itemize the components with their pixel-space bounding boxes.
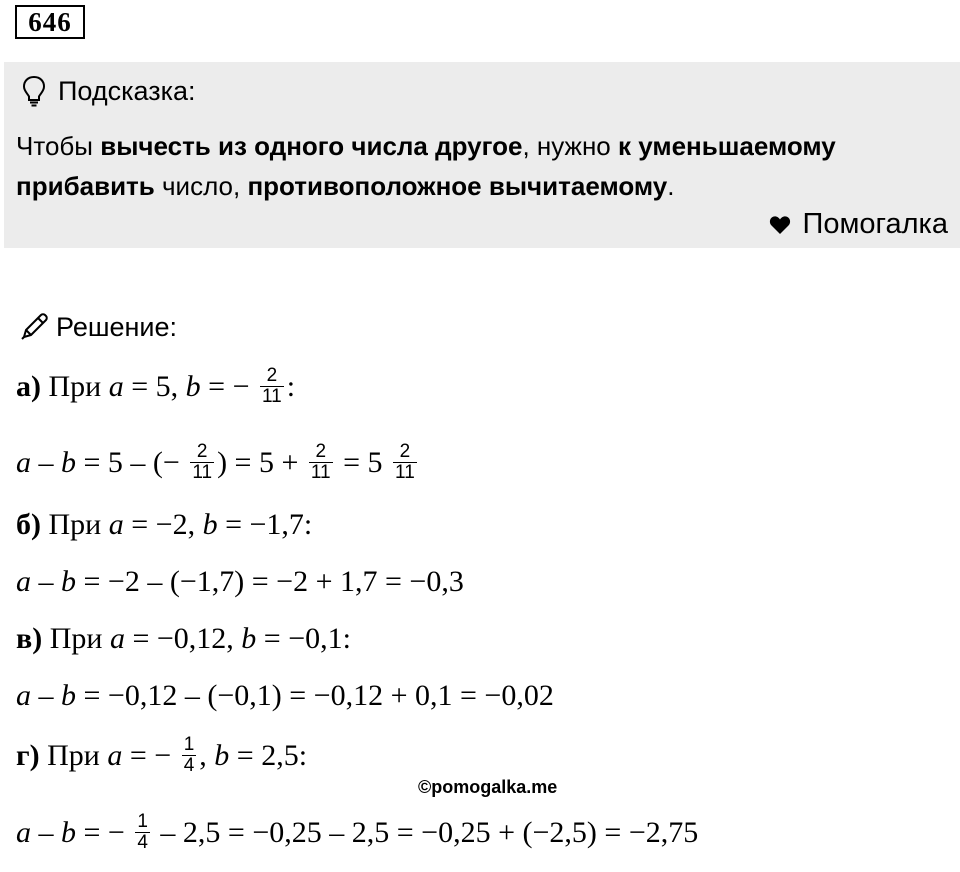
var-b: b: [61, 679, 76, 712]
part-label: а): [16, 369, 41, 403]
hint-text-part: к уменьшаемому прибавить: [16, 131, 843, 201]
denominator: 11: [192, 462, 213, 483]
denominator: 4: [137, 832, 148, 853]
part-g-calc: [16, 812, 698, 853]
calc-expr: = −2 – (−1,7) = −2 + 1,7 = −0,3: [76, 565, 464, 598]
fraction: [260, 366, 284, 407]
fraction: [135, 812, 150, 853]
hint-text-part: , нужно: [522, 131, 618, 161]
b-value: = −: [200, 369, 257, 403]
part-v-calc: [16, 679, 554, 713]
minus-sign: –: [31, 445, 61, 479]
part-b-condition: [16, 508, 312, 542]
calc-expr: = −0,12 – (−0,1) = −0,12 + 0,1 = −0,02: [76, 679, 554, 712]
part-label: г): [16, 738, 40, 772]
minus-sign: –: [31, 679, 61, 712]
part-v-condition: [16, 622, 351, 656]
part-label: б): [16, 508, 41, 541]
hint-text-part: число,: [154, 171, 248, 201]
part-label: в): [16, 622, 43, 655]
var-b: b: [202, 508, 218, 541]
var-a: a: [16, 445, 31, 479]
fraction: [182, 735, 197, 776]
var-b: b: [61, 565, 76, 598]
lightbulb-icon: [22, 75, 46, 107]
var-a: a: [109, 622, 125, 655]
hint-text-part: .: [667, 171, 675, 201]
numerator: 2: [399, 441, 411, 462]
denominator: 4: [183, 755, 195, 776]
var-a: a: [108, 508, 124, 541]
var-b: b: [61, 445, 76, 479]
var-b: b: [241, 622, 257, 655]
b-value: = −0,1:: [256, 622, 351, 655]
watermark: ©pomogalka.me: [418, 777, 558, 797]
numerator: 2: [315, 441, 327, 462]
hint-title: [22, 76, 196, 106]
condition-lead: При: [41, 508, 109, 541]
calc-expr: = 5 – (−: [76, 445, 188, 479]
b-value: = 2,5:: [229, 738, 308, 772]
var-a: a: [16, 815, 31, 849]
hint-text-part: Чтобы: [16, 131, 101, 161]
numerator: 1: [183, 734, 195, 755]
var-a: a: [108, 369, 124, 403]
hint-text-part: противоположное вычитаемому: [247, 171, 668, 201]
numerator: 2: [266, 365, 278, 386]
denominator: 11: [262, 386, 282, 407]
numerator: 1: [137, 811, 148, 832]
a-value: = −2,: [123, 508, 203, 541]
a-value: = 5,: [123, 369, 186, 403]
var-a: a: [16, 565, 31, 598]
a-value: = −0,12,: [124, 622, 242, 655]
var-a: a: [107, 738, 123, 772]
hint-text: [16, 126, 946, 206]
b-value: = −1,7:: [217, 508, 313, 541]
var-b: b: [61, 815, 76, 849]
pencil-icon: [18, 311, 50, 343]
part-g-condition: [16, 735, 307, 776]
part-a-condition: [16, 366, 295, 407]
fraction: [190, 442, 214, 483]
fraction: [309, 442, 333, 483]
a-value: = −: [122, 738, 179, 772]
part-b-calc: [16, 565, 464, 599]
condition-lead: При: [41, 369, 109, 403]
condition-lead: При: [42, 622, 110, 655]
solution-title-text: Решение:: [56, 311, 178, 342]
separator: ,: [199, 738, 215, 772]
var-b: b: [214, 738, 230, 772]
hint-box: [4, 62, 960, 248]
heart-icon: [769, 215, 791, 235]
credit-label: Помогалка: [802, 208, 948, 240]
task-number: 646: [15, 5, 85, 39]
part-a-calc: [16, 442, 420, 483]
var-a: a: [16, 679, 31, 712]
minus-sign: –: [31, 565, 61, 598]
condition-tail: :: [286, 369, 296, 403]
denominator: 11: [310, 462, 331, 483]
calc-expr: ) = 5 +: [217, 445, 306, 479]
calc-expr: = −: [76, 815, 133, 849]
denominator: 11: [395, 462, 415, 483]
hint-credit: [769, 208, 948, 241]
calc-expr: = 5: [335, 445, 391, 479]
hint-title-text: Подсказка:: [58, 75, 196, 106]
fraction: [393, 442, 417, 483]
solution-title: [18, 311, 177, 343]
calc-expr: – 2,5 = −0,25 – 2,5 = −0,25 + (−2,5) = −2,75: [152, 815, 699, 849]
minus-sign: –: [31, 815, 61, 849]
condition-lead: При: [39, 738, 108, 772]
hint-text-part: вычесть из одного числа другое: [100, 131, 523, 161]
numerator: 2: [196, 441, 208, 462]
var-b: b: [185, 369, 201, 403]
